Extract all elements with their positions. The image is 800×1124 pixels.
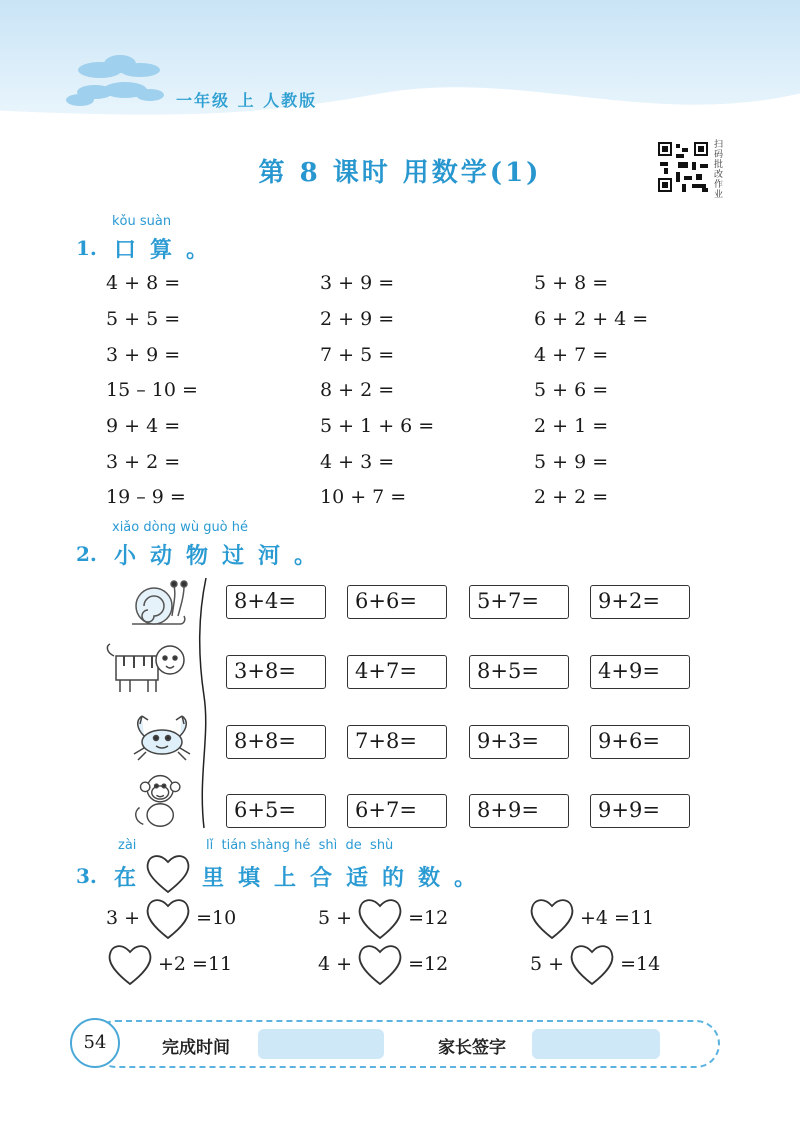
grade-label: 一年级 上 人教版 xyxy=(176,91,318,110)
section2-pinyin: xiǎo dòng wù guò hé xyxy=(112,520,249,535)
section3-number: 3. xyxy=(76,864,97,888)
calc-item: 6 + 2 + 4 = xyxy=(534,308,649,330)
river-equation-box[interactable]: 5+7= xyxy=(469,585,569,619)
calc-item: 4 + 7 = xyxy=(534,344,609,366)
calc-item: 5 + 9 = xyxy=(534,451,609,473)
calc-item: 9 + 4 = xyxy=(106,415,181,437)
section2-title: 小动物过河。 xyxy=(114,543,331,569)
calc-item: 5 + 5 = xyxy=(106,308,181,330)
equation-suffix: =12 xyxy=(408,907,449,929)
river-equation-box[interactable]: 3+8= xyxy=(226,655,326,689)
section1-number: 1. xyxy=(76,236,97,260)
river-equation-box[interactable]: 6+5= xyxy=(226,794,326,828)
calc-item: 19 – 9 = xyxy=(106,486,186,508)
time-input[interactable] xyxy=(258,1029,384,1059)
heart-answer-icon[interactable] xyxy=(568,942,616,986)
heart-equation xyxy=(318,896,448,940)
calc-item: 15 – 10 = xyxy=(106,379,198,401)
heart-equation xyxy=(318,942,448,986)
heart-answer-icon[interactable] xyxy=(528,896,576,940)
equation-prefix: 4 + xyxy=(318,953,353,975)
calc-item: 2 + 1 = xyxy=(534,415,609,437)
header-banner xyxy=(0,0,800,130)
heart-answer-icon[interactable] xyxy=(356,896,404,940)
calc-item: 2 + 2 = xyxy=(534,486,609,508)
equation-suffix: =14 xyxy=(620,953,661,975)
calc-item: 5 + 8 = xyxy=(534,272,609,294)
qr-label: 扫码批改作业 xyxy=(714,140,724,200)
river-equation-box[interactable]: 8+5= xyxy=(469,655,569,689)
river-equation-box[interactable]: 9+6= xyxy=(590,725,690,759)
heart-equation xyxy=(530,942,660,986)
river-equation-box[interactable]: 8+8= xyxy=(226,725,326,759)
tiger-icon xyxy=(104,636,190,696)
river-equation-box[interactable]: 4+9= xyxy=(590,655,690,689)
heart-equation xyxy=(102,942,232,986)
river-equation-box[interactable]: 6+7= xyxy=(347,794,447,828)
calc-item: 3 + 9 = xyxy=(106,344,181,366)
section3-pinyin-zai: zài xyxy=(118,838,137,853)
page-number: 54 xyxy=(70,1018,120,1068)
heart-answer-icon[interactable] xyxy=(356,942,404,986)
qr-code-icon[interactable] xyxy=(656,140,710,194)
equation-suffix: =12 xyxy=(408,953,449,975)
calc-item: 3 + 9 = xyxy=(320,272,395,294)
river-equation-box[interactable]: 4+7= xyxy=(347,655,447,689)
section1-title: 口算。 xyxy=(114,237,223,263)
parent-sign-input[interactable] xyxy=(532,1029,660,1059)
heart-answer-icon[interactable] xyxy=(144,896,192,940)
lesson-title: 第 8 课时 用数学(1) xyxy=(258,158,542,188)
calc-item: 3 + 2 = xyxy=(106,451,181,473)
parent-sign-label: 家长签字 xyxy=(438,1038,506,1058)
section2-number: 2. xyxy=(76,542,97,566)
heart-answer-icon[interactable] xyxy=(106,942,154,986)
equation-prefix: 5 + xyxy=(530,953,565,975)
calc-item: 7 + 5 = xyxy=(320,344,395,366)
equation-prefix: 3 + xyxy=(106,907,141,929)
heart-icon xyxy=(144,852,192,894)
river-equation-box[interactable]: 6+6= xyxy=(347,585,447,619)
heart-equation xyxy=(524,896,654,940)
river-equation-box[interactable]: 7+8= xyxy=(347,725,447,759)
section3-pinyin: lǐ tián shàng hé shì de shù xyxy=(206,838,394,853)
calc-item: 2 + 9 = xyxy=(320,308,395,330)
river-equation-box[interactable]: 8+4= xyxy=(226,585,326,619)
heart-equation xyxy=(106,896,236,940)
calc-item: 10 + 7 = xyxy=(320,486,407,508)
calc-item: 5 + 6 = xyxy=(534,379,609,401)
river-equation-box[interactable]: 9+2= xyxy=(590,585,690,619)
calc-item: 4 + 3 = xyxy=(320,451,395,473)
calc-item: 5 + 1 + 6 = xyxy=(320,415,435,437)
time-label: 完成时间 xyxy=(162,1038,230,1058)
river-bank-line xyxy=(196,576,210,830)
monkey-icon xyxy=(128,770,198,830)
equation-suffix: +2 =11 xyxy=(158,953,233,975)
equation-suffix: +4 =11 xyxy=(580,907,655,929)
equation-prefix: 5 + xyxy=(318,907,353,929)
river-equation-box[interactable]: 8+9= xyxy=(469,794,569,828)
snail-icon xyxy=(126,572,196,632)
calc-item: 4 + 8 = xyxy=(106,272,181,294)
section1-pinyin: kǒu suàn xyxy=(112,214,172,229)
section3-title-post: 里填上合适的数。 xyxy=(202,865,491,891)
calc-item: 8 + 2 = xyxy=(320,379,395,401)
river-equation-box[interactable]: 9+9= xyxy=(590,794,690,828)
crab-icon xyxy=(130,706,200,766)
river-equation-box[interactable]: 9+3= xyxy=(469,725,569,759)
equation-suffix: =10 xyxy=(196,907,237,929)
section3-title-pre: 在 xyxy=(114,865,151,891)
